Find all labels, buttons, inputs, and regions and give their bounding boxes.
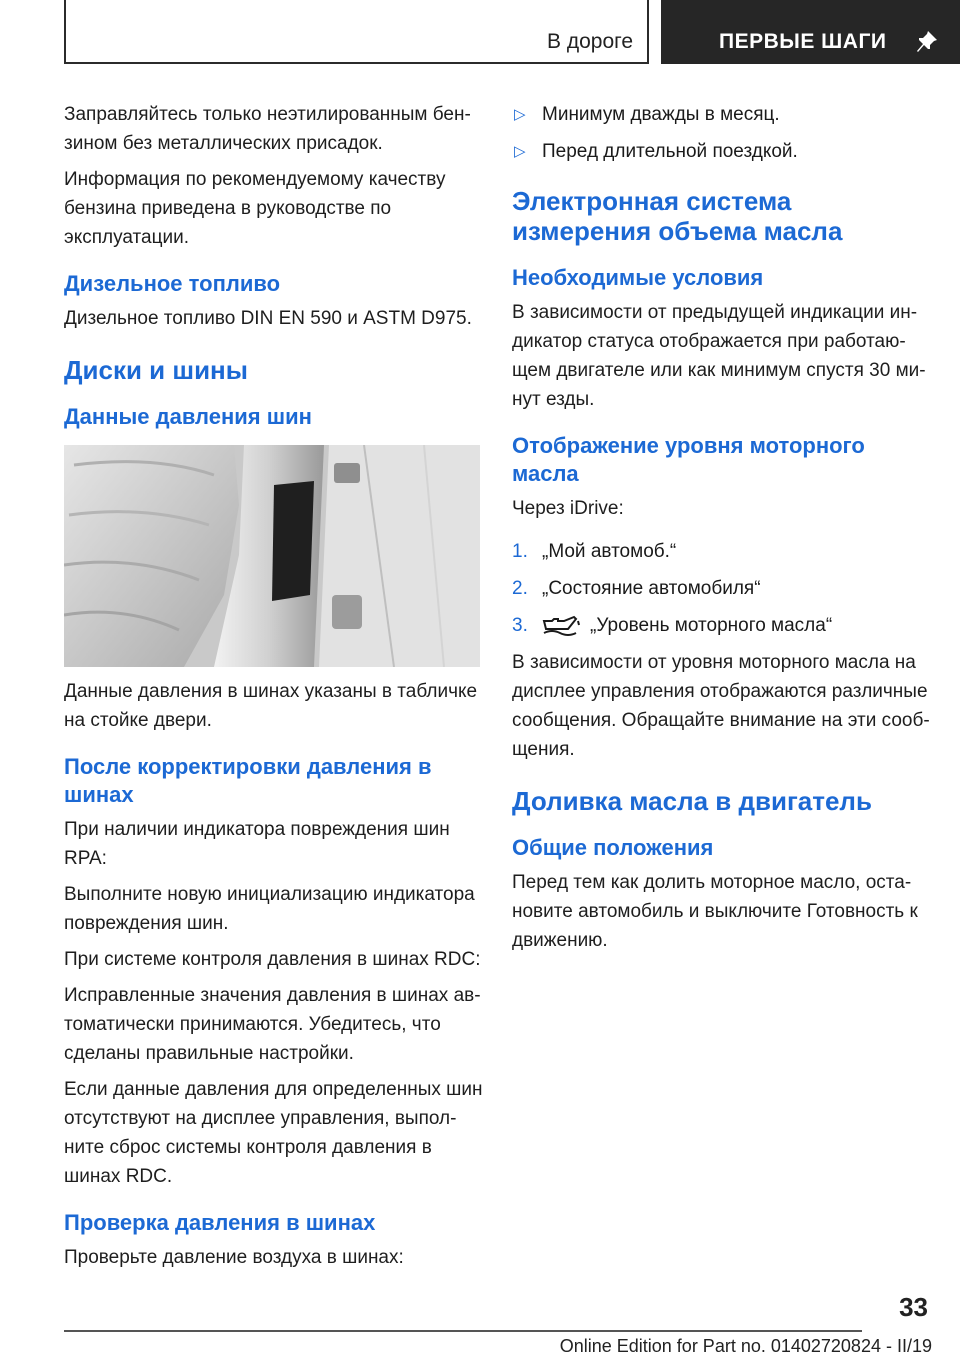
paragraph-rdc: При системе контроля давления в шинах RDC: bbox=[64, 949, 481, 970]
heading-general: Общие положения bbox=[512, 835, 714, 860]
heading-conditions: Необходимые условия bbox=[512, 265, 764, 290]
heading-oil-refill: Доливка масла в двигатель bbox=[512, 786, 872, 816]
paragraph-unleaded: Заправляйтесь только неэтилированным бензином без металлических присадок. bbox=[64, 104, 471, 154]
paragraph-quality-info: Информация по рекомендуемому качеству бензина приведена в руководстве по эксплуатации. bbox=[64, 169, 446, 248]
list-item: 1. „Мой автомоб.“ bbox=[512, 541, 677, 562]
paragraph-rdc-auto: Исправленные значения давления в шинах автоматически принимаются. Убедитесь, что сделаны правильные настройки. bbox=[64, 985, 481, 1064]
heading-check-pressure: Проверка давления в шинах bbox=[64, 1210, 376, 1235]
right-column bbox=[512, 100, 932, 962]
heading-diesel: Дизельное топливо bbox=[64, 271, 281, 296]
heading-oil-display: Отображение уровня моторного масла bbox=[512, 433, 865, 486]
paragraph-messages: В зависимости от уровня моторного масла на дисплее управления отображаются различные сообщения. Обращайте внимание на эти сообщения. bbox=[512, 652, 930, 760]
heading-wheels-tires: Диски и шины bbox=[64, 355, 248, 385]
heading-oil-system: Электронная система измерения объема масла bbox=[512, 186, 843, 246]
list-item: ▷ Минимум дважды в месяц. bbox=[512, 100, 932, 129]
left-column bbox=[64, 100, 484, 1279]
paragraph-conditions: В зависимости от предыдущей индикации индикатор статуса отображается при работающем двигателе или как минимум спустя 30 минут езды. bbox=[512, 302, 926, 410]
triangle-bullet-icon: ▷ bbox=[514, 143, 526, 160]
paragraph-check: Проверьте давление воздуха в шинах: bbox=[64, 1247, 404, 1268]
idrive-steps bbox=[512, 537, 932, 640]
heading-after-adjust: После корректировки давления в шинах bbox=[64, 754, 432, 807]
heading-pressure-data: Данные давления шин bbox=[64, 404, 312, 429]
paragraph-general: Перед тем как долить моторное масло, остановите автомобиль и выключите Готовность к движению. bbox=[512, 872, 918, 951]
paragraph-idrive: Через iDrive: bbox=[512, 498, 624, 519]
list-item: ▷ Перед длительной поездкой. bbox=[512, 137, 932, 166]
footer-divider bbox=[64, 1330, 862, 1332]
paragraph-rpa-init: Выполните новую инициализацию индикатора повреждения шин. bbox=[64, 884, 475, 934]
oil-can-icon bbox=[542, 615, 582, 637]
paragraph-rpa: При наличии индикатора повреждения шин RPA: bbox=[64, 819, 450, 869]
header-section-box bbox=[64, 0, 649, 64]
door-pillar-photo bbox=[64, 445, 480, 667]
paragraph-diesel: Дизельное топливо DIN EN 590 и ASTM D975. bbox=[64, 308, 472, 329]
header-chapter-title: ПЕРВЫЕ ШАГИ bbox=[719, 30, 887, 53]
check-frequency-list bbox=[512, 100, 932, 166]
edition-note: Online Edition for Part no. 01402720824 - II/19 bbox=[559, 1336, 932, 1356]
list-item: 3. „Уровень моторного масла“ bbox=[512, 615, 833, 636]
pin-icon bbox=[915, 30, 941, 54]
header-section-title: В дороге bbox=[546, 30, 633, 53]
triangle-bullet-icon: ▷ bbox=[514, 106, 526, 123]
paragraph-pressure-plate: Данные давления в шинах указаны в табличке на стойке двери. bbox=[64, 681, 478, 731]
list-item: 2. „Состояние автомобиля“ bbox=[512, 578, 761, 599]
paragraph-rdc-reset: Если данные давления для определенных шин отсутствуют на дисплее управления, выполните сброс системы контроля давления в шинах RDC. bbox=[64, 1079, 483, 1187]
page-number: 33 bbox=[899, 1292, 928, 1322]
header-chapter-box bbox=[661, 0, 960, 64]
